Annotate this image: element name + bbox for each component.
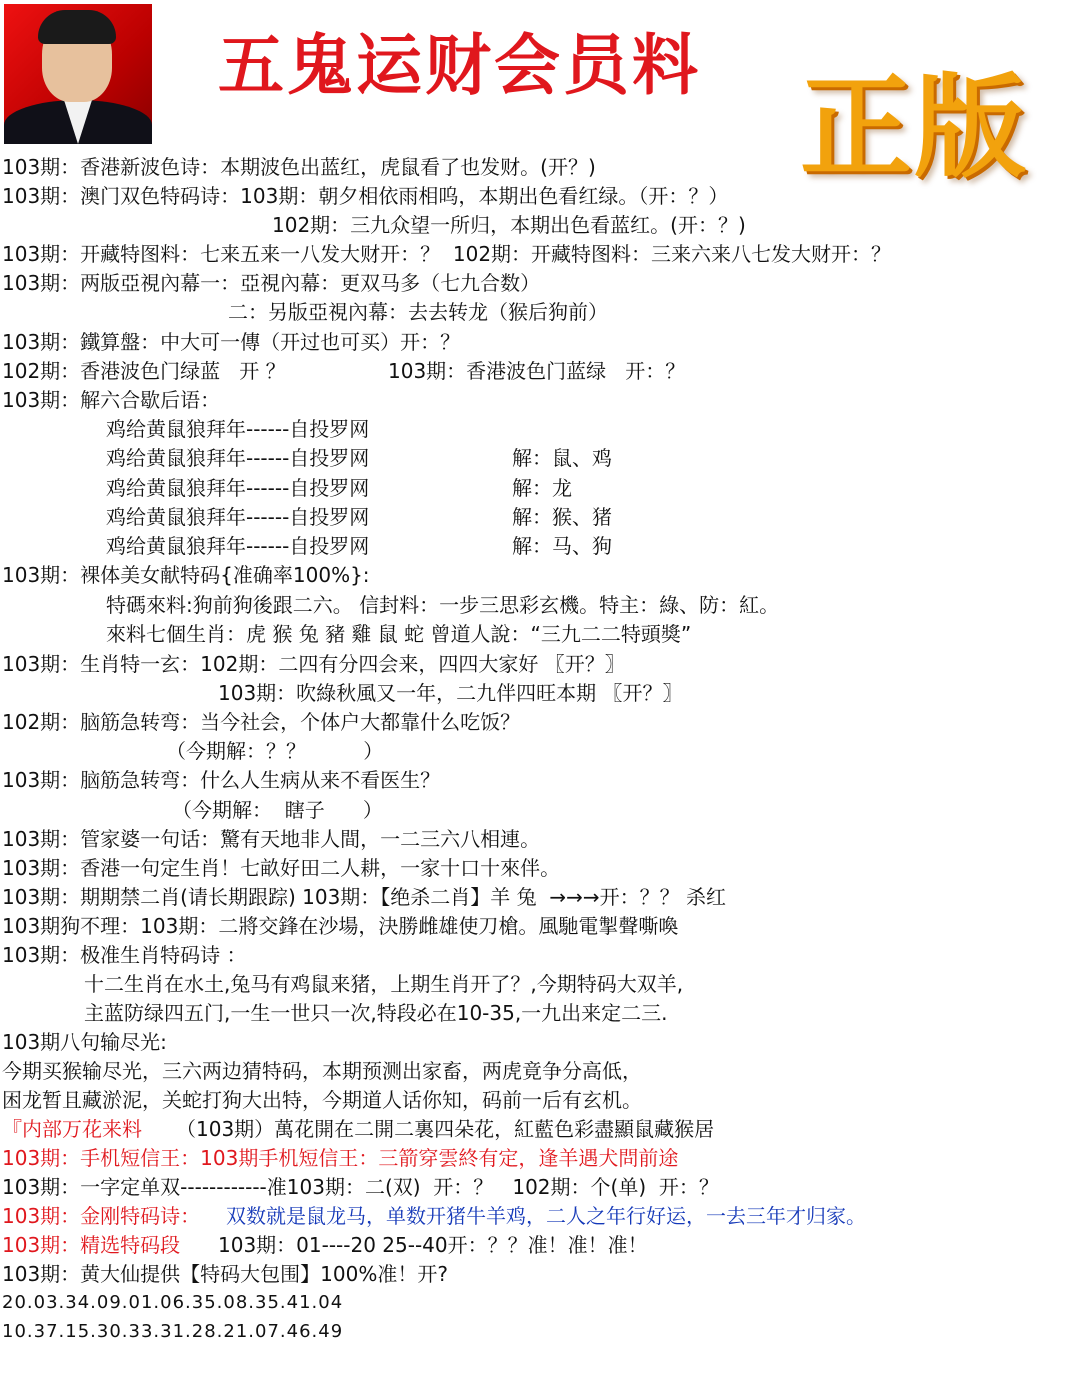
text-line: 鸡给黄鼠狼拜年------自投罗网 <box>106 476 370 500</box>
text-line: 解：马、狗 <box>512 534 612 558</box>
text-line: 102期：脑筋急转弯：当今社会，个体户大都靠什么吃饭？ <box>2 710 521 734</box>
text-line: （今期解： 瞎子 ） <box>172 798 383 822</box>
text-line: 103期：管家婆一句话：驚有天地非人間，一二三六八相連。 <box>2 827 541 851</box>
text-line: （今期解：？？ ） <box>166 739 384 763</box>
text-line: 主蓝防绿四五门,一生一世只一次,特段必在10-35,一九出来定二三. <box>84 1001 668 1025</box>
text-line: 鸡给黄鼠狼拜年------自投罗网 <box>106 446 370 470</box>
text-line: 103期：生肖特一玄：102期：二四有分四会来，四四大家好 〖开？〗 <box>2 652 625 676</box>
text-line: 特碼來料:狗前狗後跟二六。 信封料：一步三思彩玄機。特主：綠、防：紅。 <box>106 593 780 617</box>
text-line: 102期：香港波色门绿蓝 开 ？ <box>2 359 286 383</box>
text-line: 103期：脑筋急转弯：什么人生病从来不看医生？ <box>2 768 441 792</box>
text-line: 103期：期期禁二肖(请长期跟踪) 103期：【绝杀二肖】羊 兔 →→→开：？？ 杀红 <box>2 885 727 909</box>
text-line: 103期八句输尽光: <box>2 1030 167 1054</box>
text-line: 鸡给黄鼠狼拜年------自投罗网 <box>106 505 370 529</box>
text-line: 103期：开藏特图料：七来五来一八发大财开：？ 102期：开藏特图料：三来六来八七发大财开：？ <box>2 242 892 266</box>
text-line: 103期：香港新波色诗：本期波色出蓝红，虎鼠看了也发财。(开？) <box>2 155 596 179</box>
text-line: 103期：裸体美女献特码{准确率100%}: <box>2 563 370 587</box>
text-line: 103期狗不理：103期：二將交鋒在沙場，決勝雌雄使刀槍。風馳電掣聲嘶喚 <box>2 914 679 938</box>
text-line: 困龙暂且藏淤泥，关蛇打狗大出特，今期道人话你知，码前一后有玄机。 <box>2 1088 642 1112</box>
text-line: 解：龙 <box>512 476 572 500</box>
text-line: 103期：极准生肖特码诗 ： <box>2 943 247 967</box>
text-line: 十二生肖在水土,兔马有鸡鼠来猪，上期生肖开了？,今期特码大双羊, <box>84 972 684 996</box>
text-line: 103期：吹綠秋風又一年，二九伴四旺本期 〖开？〗 <box>218 681 683 705</box>
text-line: 103期：香港一句定生肖！七畝好田二人耕，一家十口十來伴。 <box>2 856 561 880</box>
number-list: 10.37.15.30.33.31.28.21.07.46.49 <box>2 1321 344 1342</box>
text-line: 103期：黄大仙提供【特码大包围】100%准！开? <box>2 1262 448 1286</box>
text-line: 103期：鐵算盤：中大可一傳（开过也可买）开：？ <box>2 330 461 354</box>
text-line: 103期：香港波色门蓝绿 开：？ <box>388 359 686 383</box>
text-line: 103期：一字定单双------------准103期：二(双) 开：？ 102期：个(单) 开：？ <box>2 1175 719 1199</box>
number-list: 20.03.34.09.01.06.35.08.35.41.04 <box>2 1292 344 1313</box>
authentic-stamp: 正版 <box>800 63 1028 193</box>
text-line: 『内部万花来料 <box>2 1117 142 1141</box>
text-line: 鸡给黄鼠狼拜年------自投罗网 <box>106 534 370 558</box>
text-line: 103期：手机短信王：103期手机短信王：三箭穿雲終有定，逢羊遇犬問前途 <box>2 1146 679 1170</box>
page-title: 五鬼运财会员料 <box>218 26 701 104</box>
text-line: 鸡给黄鼠狼拜年------自投罗网 <box>106 417 370 441</box>
text-line: 來料七個生肖：虎 猴 兔 豬 雞 鼠 蛇 曾道人說：“三九二二特頭獎” <box>106 622 692 646</box>
text-line: 今期买猴输尽光，三六两边猜特码，本期预测出家畜，两虎竟争分高低， <box>2 1059 642 1083</box>
text-line: 103期：解六合歇后语： <box>2 388 221 412</box>
text-line: 103期：精选特码段 <box>2 1233 181 1257</box>
text-line: 解：猴、猪 <box>512 505 612 529</box>
text-line: 103期：两版亞視內幕一：亞視內幕：更双马多（七九合数） <box>2 271 541 295</box>
text-line: 二：另版亞視內幕：去去转龙（猴后狗前） <box>228 300 608 324</box>
text-line: 双数就是鼠龙马，单数开猪牛羊鸡，二人之年行好运，一去三年才归家。 <box>226 1204 866 1228</box>
text-line: 解：鼠、鸡 <box>512 446 612 470</box>
text-line: 103期：澳门双色特码诗：103期：朝夕相依雨相呜，本期出色看红绿。（开：？） <box>2 184 729 208</box>
text-line: 102期：三九众望一所归，本期出色看蓝红。(开：？) <box>272 213 746 237</box>
text-line: （103期）萬花開在二開二裏四朵花，紅藍色彩盡顯鼠藏猴居 <box>176 1117 715 1141</box>
text-line: 103期：01----20 25--40开：？？准！准！准！ <box>218 1233 648 1257</box>
text-line: 103期：金刚特码诗： <box>2 1204 201 1228</box>
